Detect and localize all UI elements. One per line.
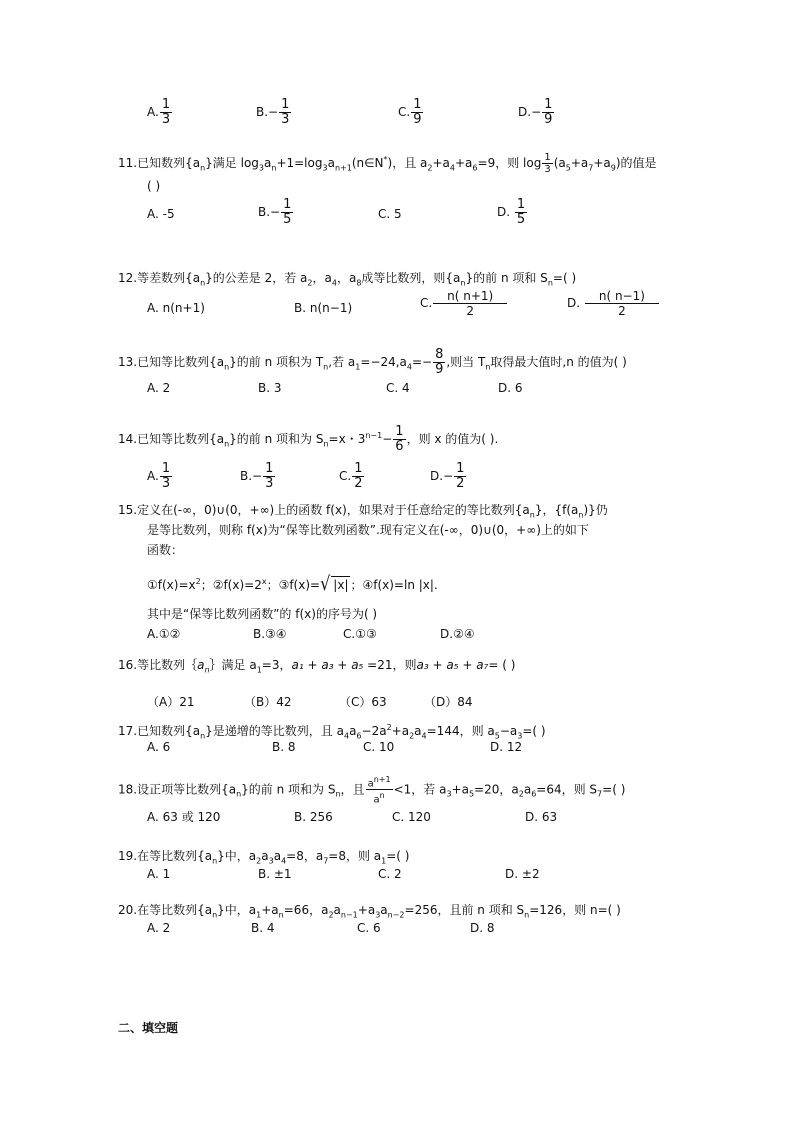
q14-option-a: A. $\frac{1}{3}$ xyxy=(147,461,171,491)
q11-option-a: A. -5 xyxy=(147,207,175,221)
q17-option-c: C. 10 xyxy=(363,740,395,754)
q19-option-a: A. 1 xyxy=(147,867,171,881)
q14-stem: 14.已知等比数列$\{a_n\}$的前 n 项和为 $S_n=x$・$3^{n-1}-$ $\frac{1}{6}$ ，则 x 的值为( ). xyxy=(118,424,499,454)
q15-option-c: C.①③ xyxy=(343,627,377,641)
q11-paren: ( ) xyxy=(147,179,161,193)
q16-option-c: （C）63 xyxy=(339,695,387,709)
q20-option-d: D. 8 xyxy=(470,921,495,935)
q15-line1: 15.定义在(-∞，0)∪(0，+∞)上的函数 f(x)，如果对于任意给定的等比数列$\{a_n\}$，$\{f(a_n)\}$仍 xyxy=(118,503,608,520)
q11-option-c: C. 5 xyxy=(378,207,402,221)
q14-option-d: D.− $\frac{1}{2}$ xyxy=(430,461,465,491)
q19-stem: 19.在等比数列$\{a_n\}$中，$a_2a_3a_4=8$，$a_7=8$，则 $a_1=$( ) xyxy=(118,849,410,866)
q18-option-a: A. 63 或 120 xyxy=(147,810,221,824)
q19-option-c: C. 2 xyxy=(378,867,402,881)
q16-expr-sum2: a₃ + a₅ + a₇ xyxy=(416,658,489,672)
q12-stem: 12.等差数列$\{a_n\}$的公差是 2，若 $a_2$，$a_4$，$a_8$成等比数列，则$\{a_n\}$的前 n 项和 $S_n=$( ) xyxy=(118,271,577,288)
q13-option-a: A. 2 xyxy=(147,381,171,395)
q11-option-d: D. $\frac{1}{5}$ xyxy=(497,197,526,227)
q14-option-b: B.− $\frac{1}{3}$ xyxy=(240,461,274,491)
q13-stem: 13.已知等比数列$\{a_n\}$的前 n 项积为 $T_n$,若 $a_1=-24,a_4=-$ $\frac{8}{9}$ ,则当 $T_n$取得最大值时,n 的值为( ) xyxy=(118,347,627,377)
q15-line5: 其中是“保等比数列函数”的 f(x)的序号为( ) xyxy=(147,607,378,621)
q19-option-b: B. ±1 xyxy=(258,867,292,881)
q16-option-d: （D）84 xyxy=(424,695,473,709)
q15-line2: 是等比数列，则称 f(x)为“保等比数列函数”.现有定义在(-∞，0)∪(0，+∞)上的如下 xyxy=(147,523,589,537)
q16-stem: 16.等比数列$\{a_n\}$满足 $a_1=3$，a₁ + a₃ + a₅ =21，则a₃ + a₅ + a₇= ( ) xyxy=(118,658,516,675)
q17-stem: 17.已知数列$\{a_n\}$是递增的等比数列，且 $a_4a_6-2a^2+a_2a_4=144$，则 $a_5-a_3=$( ) xyxy=(118,723,546,741)
q10-option-b: B.− $\frac{1}{3}$ xyxy=(256,97,290,127)
q11-stem: 11.已知数列$\{a_n\}$满足 $\log_3a_n+1=\log_3a_{n+1}(n\in N^*)$，且 $a_2+a_4+a_6=9$，则 log $\frac{1}{3}$ $(a_5+a_7+a_9)$的值是 xyxy=(118,152,657,175)
q10-option-c: C. $\frac{1}{9}$ xyxy=(398,97,422,127)
q16-expr-sum1: a₁ + a₃ + a₅ xyxy=(291,658,364,672)
q15-option-a: A.①② xyxy=(147,627,181,641)
q18-option-b: B. 256 xyxy=(294,810,333,824)
q19-option-d: D. ±2 xyxy=(505,867,540,881)
q17-option-a: A. 6 xyxy=(147,740,171,754)
q20-option-b: B. 4 xyxy=(251,921,275,935)
q18-option-c: C. 120 xyxy=(392,810,431,824)
q10-option-a: A. $\frac{1}{3}$ xyxy=(147,97,171,127)
q13-option-d: D. 6 xyxy=(498,381,523,395)
q15-line3: 函数： xyxy=(147,543,184,557)
q17-option-d: D. 12 xyxy=(490,740,523,754)
q18-stem: 18.设正项等比数列$\{a_n\}$的前 n 项和为 $S_n$，且 $\frac{a^{n+1}}{a^n}$ <1，若 $a_3+a_5=20$，$a_2a_6=64$，则 $S_7=$( ) xyxy=(118,775,626,806)
q18-option-d: D. 63 xyxy=(525,810,558,824)
q20-option-c: C. 6 xyxy=(357,921,381,935)
q14-option-c: C. $\frac{1}{2}$ xyxy=(339,461,363,491)
q15-option-d: D.②④ xyxy=(440,627,475,641)
q13-option-c: C. 4 xyxy=(386,381,410,395)
q15-functions: $①f(x)=x^2$；$②f(x)=2^x$；③f(x)=√ |x| ；④f(x)=ln |x|. xyxy=(147,572,438,595)
q15-option-b: B.③④ xyxy=(253,627,287,641)
q20-stem: 20.在等比数列$\{a_n\}$中，$a_1+a_n=66$，$a_2a_{n-1}+a_3a_{n-2}=256$，且前 n 项和 $S_n=126$，则 n=( ) xyxy=(118,903,621,920)
q17-option-b: B. 8 xyxy=(272,740,296,754)
sqrt-symbol: √ xyxy=(320,572,331,595)
section-heading-fill-in: 二、填空题 xyxy=(118,1021,179,1035)
q12-option-a: A. n(n+1) xyxy=(147,301,205,315)
q11-option-b: B.− $\frac{1}{5}$ xyxy=(258,197,292,227)
q12-option-d: D. $\frac{n( n-1)}{2}$ xyxy=(567,289,660,318)
q13-option-b: B. 3 xyxy=(258,381,282,395)
q12-option-c: C. $\frac{n( n+1)}{2}$ xyxy=(420,289,508,318)
q16-option-a: （A）21 xyxy=(147,695,195,709)
q10-option-d: D.− $\frac{1}{9}$ xyxy=(518,97,553,127)
q16-option-b: （B）42 xyxy=(244,695,292,709)
q20-option-a: A. 2 xyxy=(147,921,171,935)
q12-option-b: B. n(n−1) xyxy=(294,301,353,315)
